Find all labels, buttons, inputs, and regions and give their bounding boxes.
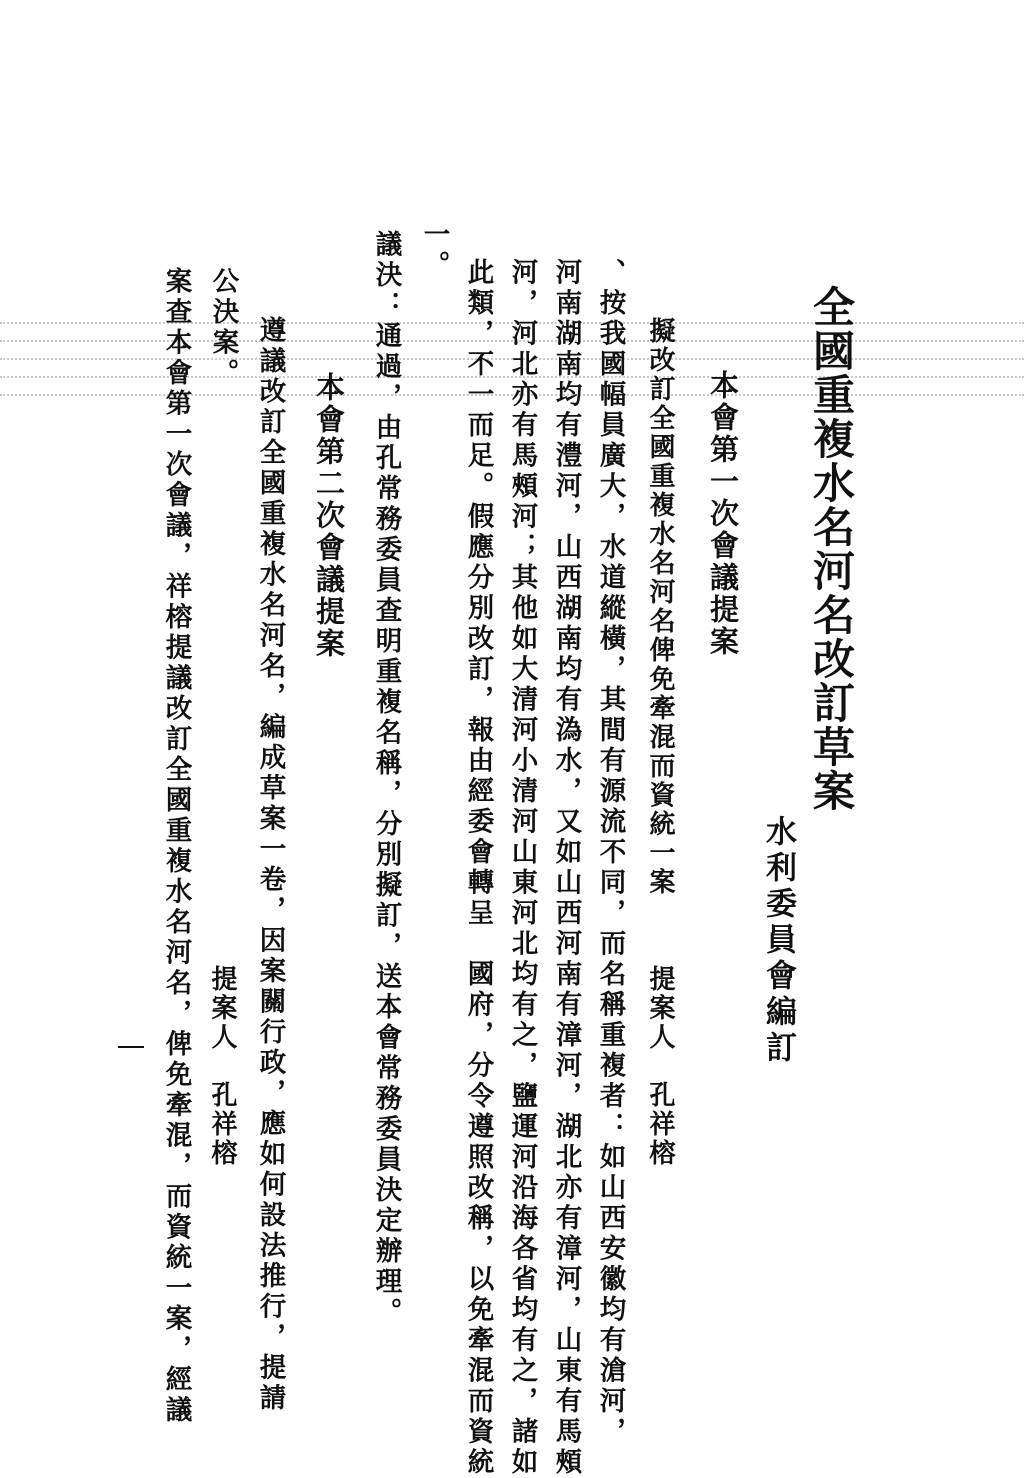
section1-proposer: 提案人 孔祥榕	[645, 965, 675, 1168]
document-title: 全國重複水名河名改訂草案	[807, 285, 856, 813]
section1-proposal-title: 擬改訂全國重複水名河名俾免牽混而資統一案	[645, 317, 675, 897]
editor-credit: 水利委員會編訂	[760, 815, 796, 1067]
section2-body-line: 案查本會第一次會議，祥榕提議改訂全國重複水名河名，俾免牽混，而資統一案，經議	[160, 267, 192, 1426]
section1-body-line: 、按我國幅員廣大，水道縱橫，其間有源流不同，而名稱重複者：如山西安徽均有滄河，	[594, 258, 626, 1448]
section1-body-line: 一。	[418, 220, 450, 281]
section1-resolution: 議決：通過，由孔常務委員查明重複名稱，分別擬訂，送本會常務委員決定辦理。	[370, 230, 402, 1328]
section1-body-line: 河南湖南均有澧河，山西湖南均有溈水，又如山西河南有漳河，湖北亦有漳河，山東有馬頰	[550, 258, 582, 1478]
section2-proposer: 提案人 孔祥榕	[207, 965, 237, 1168]
section2-body-line: 遵議改訂全國重複水名河名，編成草案一卷，因案關行政，應如何設法推行，提請	[254, 316, 286, 1414]
section1-heading: 本會第一次會議提案	[706, 370, 740, 658]
page-number	[118, 1046, 144, 1048]
section2-heading: 本會第二次會議提案	[312, 372, 346, 660]
section1-body-line: 河，河北亦有馬頰河；其他如大清河小清河山東河北均有之，鹽運河沿海各省均有之，諸如	[506, 258, 538, 1478]
section2-body-line: 公決案。	[207, 267, 239, 389]
section1-body-line: 此類，不一而足。假應分別改訂，報由經委會轉呈 國府，分令遵照改稱，以免牽混而資統	[462, 258, 494, 1478]
